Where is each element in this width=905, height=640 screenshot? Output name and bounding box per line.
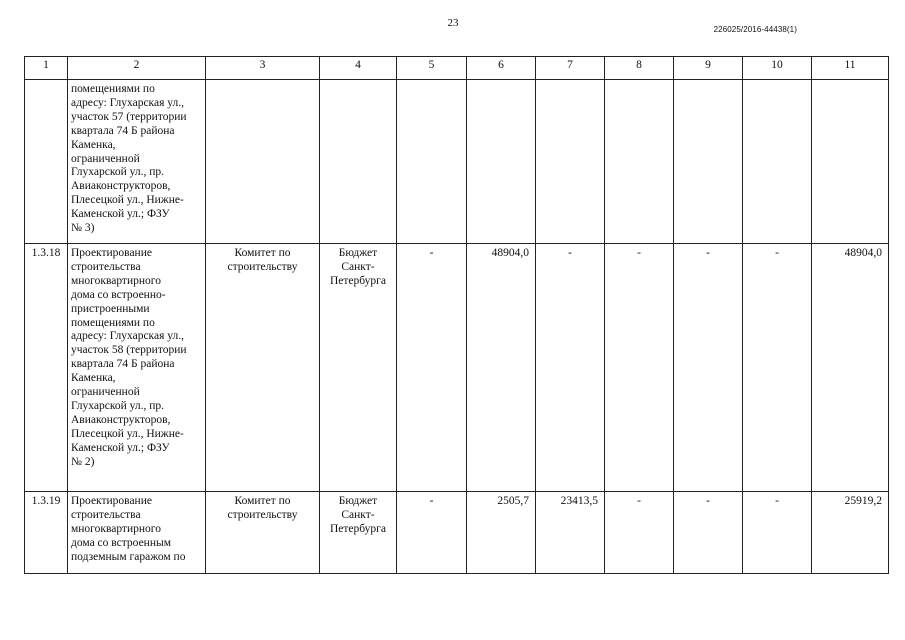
total-cell: 48904,0 (812, 244, 889, 492)
total-cell: 25919,2 (812, 492, 889, 574)
responsible-executor-cell (206, 80, 320, 244)
table-row (25, 80, 889, 244)
document-id: 226025/2016-44438(1) (713, 25, 797, 34)
table-row (25, 244, 889, 492)
responsible-executor-cell: Комитет по строительству (206, 492, 320, 574)
value-cell (397, 80, 467, 244)
column-number: 5 (397, 57, 467, 80)
value-cell (743, 80, 812, 244)
item-number-cell: 1.3.19 (25, 492, 68, 574)
page-number: 23 (447, 17, 459, 29)
value-cell: - (743, 244, 812, 492)
value-cell: - (674, 244, 743, 492)
value-cell: - (397, 492, 467, 574)
value-cell: - (605, 492, 674, 574)
table-row (25, 492, 889, 574)
column-number: 6 (467, 57, 536, 80)
column-number: 2 (68, 57, 206, 80)
value-cell: - (674, 492, 743, 574)
item-description-cell: Проектирование строительства многоквартирного дома со встроенным подземным гаражом по (68, 492, 206, 574)
budget-table (24, 56, 889, 574)
value-cell: 48904,0 (467, 244, 536, 492)
column-number: 11 (812, 57, 889, 80)
responsible-executor-cell: Комитет по строительству (206, 244, 320, 492)
funding-source-cell: Бюджет Санкт- Петербурга (320, 244, 397, 492)
column-number: 8 (605, 57, 674, 80)
column-number-row (25, 57, 889, 80)
value-cell (605, 80, 674, 244)
column-number: 3 (206, 57, 320, 80)
column-number: 7 (536, 57, 605, 80)
item-description-cell: помещениями по адресу: Глухарская ул., участок 57 (территории квартала 74 Б района Каменка, ограниченной Глухарской ул., пр. Авиаконструкторов, Плесецкой ул., Нижне- Каменской ул.; ФЗУ № 3) (68, 80, 206, 244)
value-cell: 2505,7 (467, 492, 536, 574)
item-description-cell: Проектирование строительства многоквартирного дома со встроенно- пристроенными помещениями по адресу: Глухарская ул., участок 58 (территории квартала 74 Б района Каменка, ограниченной Глухарской ул., пр. Авиаконструкторов, Плесецкой ул., Нижне- Каменской ул.; ФЗУ № 2) (68, 244, 206, 492)
funding-source-cell: Бюджет Санкт- Петербурга (320, 492, 397, 574)
value-cell: - (536, 244, 605, 492)
funding-source-cell (320, 80, 397, 244)
value-cell: 23413,5 (536, 492, 605, 574)
value-cell: - (397, 244, 467, 492)
total-cell (812, 80, 889, 244)
item-number-cell: 1.3.18 (25, 244, 68, 492)
value-cell (536, 80, 605, 244)
value-cell (674, 80, 743, 244)
value-cell: - (743, 492, 812, 574)
item-number-cell (25, 80, 68, 244)
column-number: 10 (743, 57, 812, 80)
value-cell: - (605, 244, 674, 492)
column-number: 1 (25, 57, 68, 80)
value-cell (467, 80, 536, 244)
column-number: 9 (674, 57, 743, 80)
column-number: 4 (320, 57, 397, 80)
